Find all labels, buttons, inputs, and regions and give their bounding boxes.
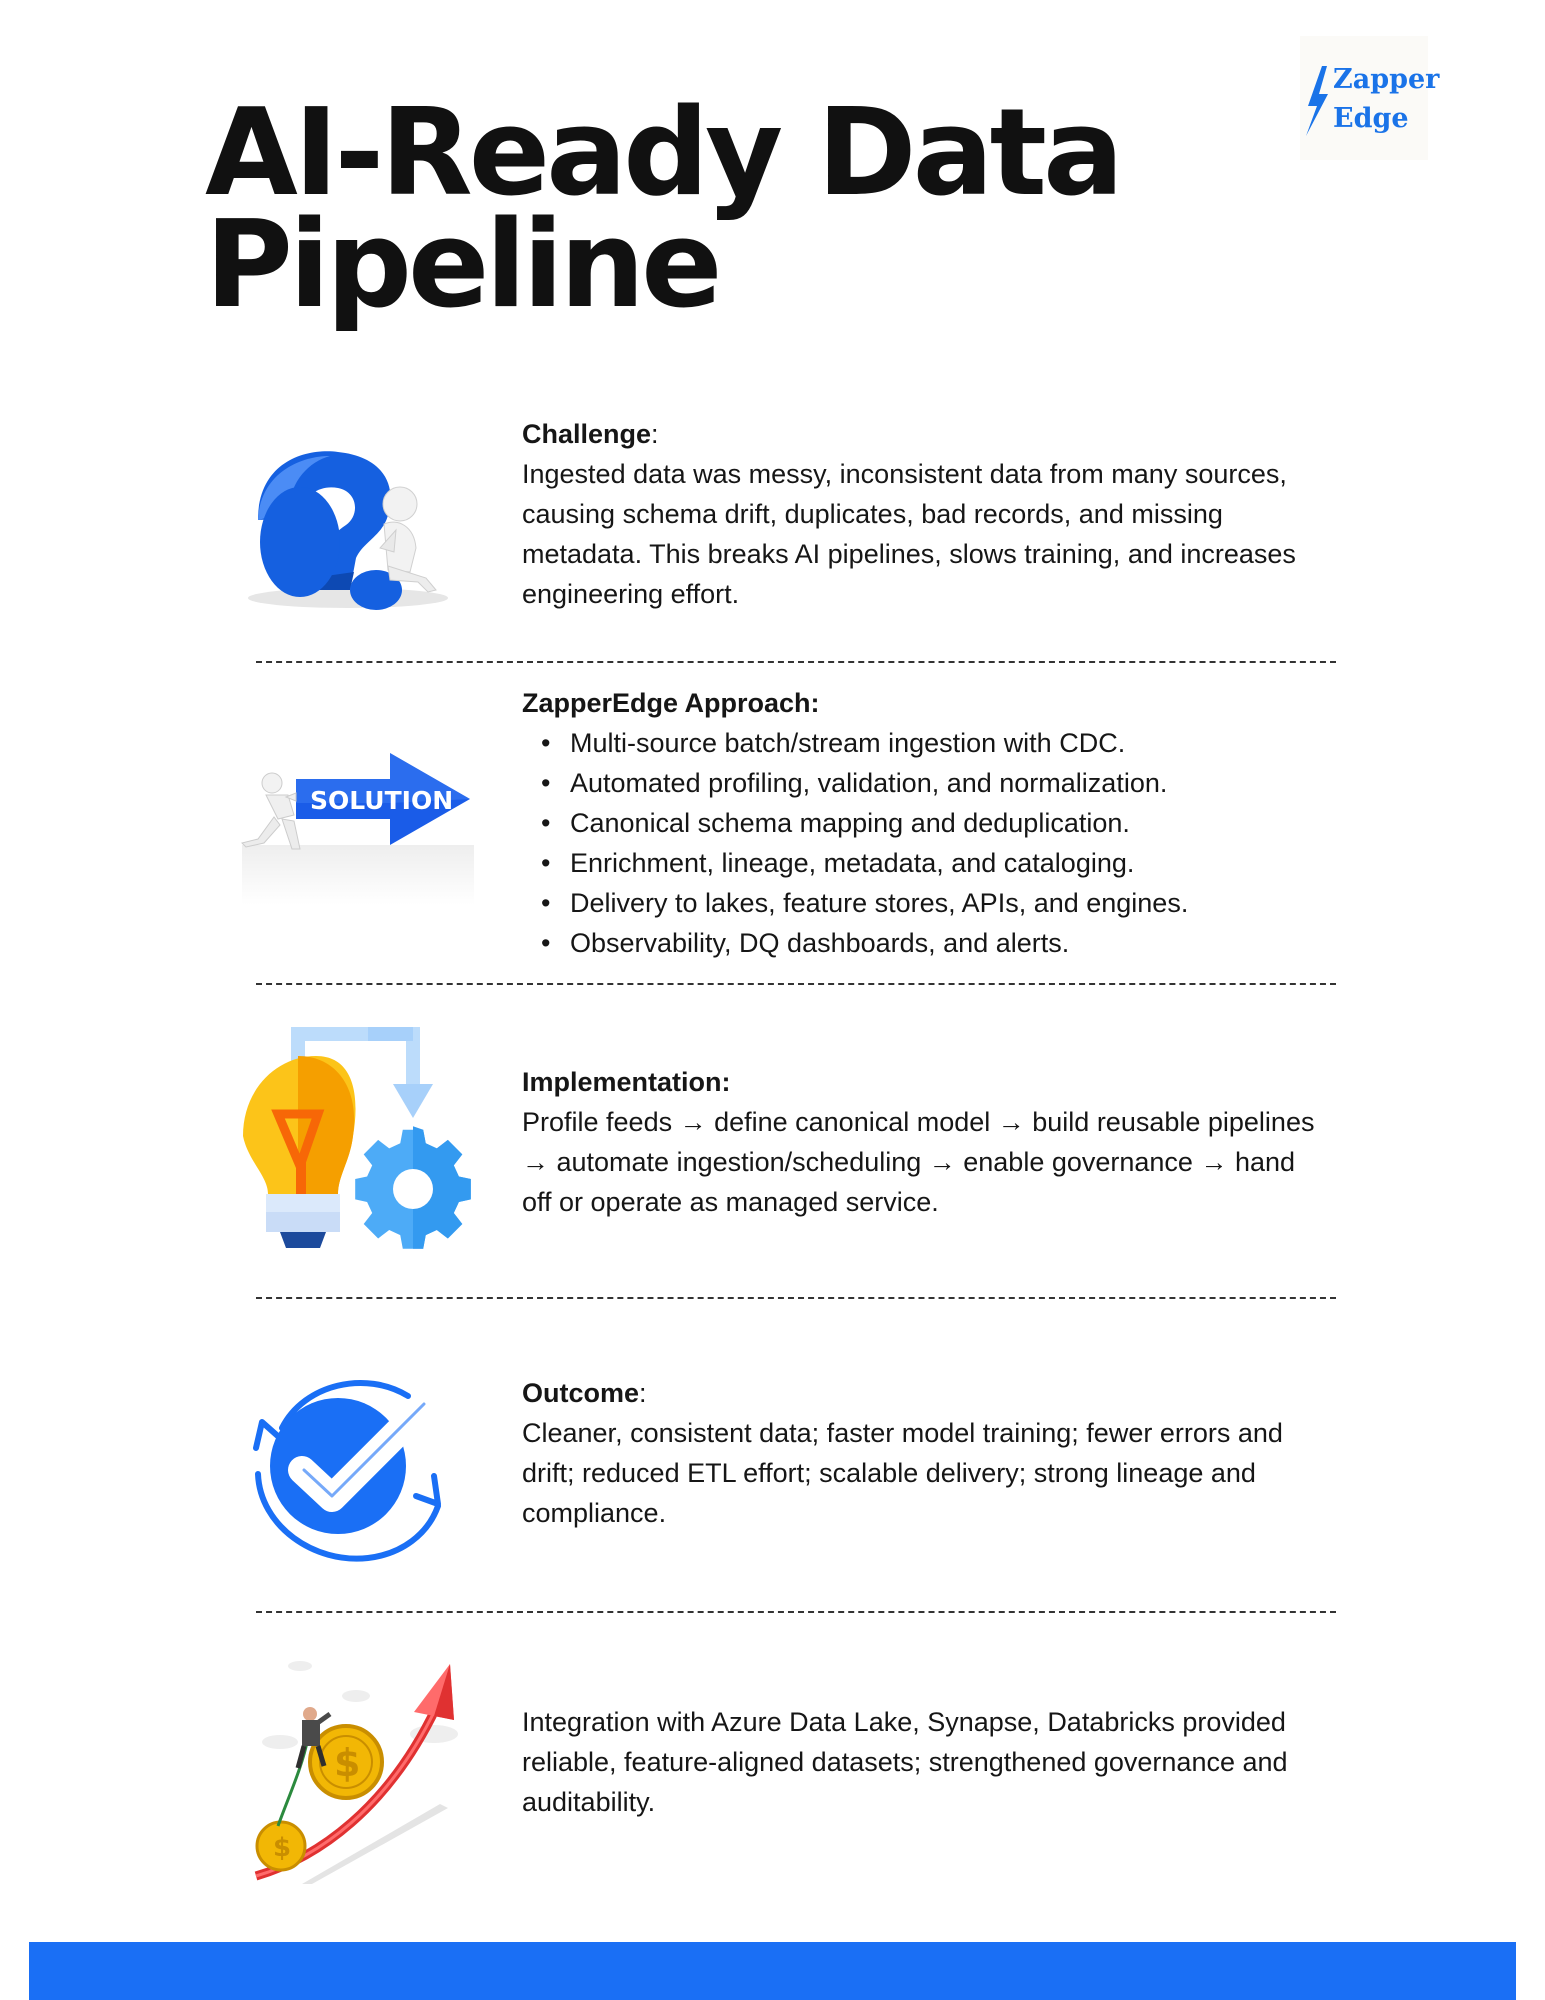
implementation-body: Profile feeds → define canonical model → build reusable pipelines → automate ingestion/scheduling → enable governance → hand off or operate as managed service. xyxy=(522,1107,1315,1217)
approach-text xyxy=(522,683,1322,963)
lightbulb-gear-icon xyxy=(238,1026,478,1256)
challenge-body: Ingested data was messy, inconsistent data from many sources, causing schema drift, duplicates, bad records, and missing metadata. This breaks AI pipelines, slows training, and increases engineering effort. xyxy=(522,459,1296,609)
challenge-text xyxy=(522,414,1322,614)
logo-text-line2: Edge xyxy=(1333,103,1409,134)
checkmark-cycle-icon xyxy=(238,1366,478,1566)
section-divider xyxy=(256,983,1336,985)
integration-body: Integration with Azure Data Lake, Synapse, Databricks provided reliable, feature-aligned datasets; strengthened governance and auditability. xyxy=(522,1707,1288,1817)
solution-arrow-icon xyxy=(238,753,478,913)
approach-list-item: • Automated profiling, validation, and normalization. xyxy=(522,763,1322,803)
integration-text xyxy=(522,1702,1322,1822)
implementation-text xyxy=(522,1062,1322,1222)
section-divider xyxy=(256,1611,1336,1613)
solution-arrow-label: SOLUTION xyxy=(310,786,454,815)
approach-heading: ZapperEdge Approach: xyxy=(522,688,820,718)
zapperedge-logo xyxy=(1300,36,1440,160)
approach-list-item: • Enrichment, lineage, metadata, and cataloging. xyxy=(522,843,1322,883)
outcome-heading-colon: : xyxy=(639,1378,647,1408)
outcome-body: Cleaner, consistent data; faster model training; fewer errors and drift; reduced ETL effort; scalable delivery; strong lineage and compliance. xyxy=(522,1418,1283,1528)
svg-text:$: $ xyxy=(334,1741,361,1785)
implementation-heading: Implementation: xyxy=(522,1067,731,1097)
outcome-text xyxy=(522,1373,1322,1533)
challenge-heading-colon: : xyxy=(651,419,659,449)
growth-coins-icon xyxy=(238,1658,478,1890)
approach-list-item: • Observability, DQ dashboards, and alerts. xyxy=(522,923,1322,963)
logo-text-line1: Zapper xyxy=(1333,64,1440,95)
lightning-bolt-icon xyxy=(1300,36,1428,160)
approach-list-item: • Multi-source batch/stream ingestion with CDC. xyxy=(522,723,1322,763)
question-mark-thinker-icon xyxy=(238,430,478,610)
section-divider xyxy=(256,1297,1336,1299)
approach-list xyxy=(522,723,1322,963)
outcome-heading: Outcome xyxy=(522,1378,640,1408)
footer-bar xyxy=(29,1942,1516,2000)
challenge-heading: Challenge xyxy=(522,419,652,449)
section-divider xyxy=(256,661,1336,663)
page-title-line2: Pipeline xyxy=(205,196,719,335)
approach-list-item: • Canonical schema mapping and deduplication. xyxy=(522,803,1322,843)
approach-list-item: • Delivery to lakes, feature stores, APIs, and engines. xyxy=(522,883,1322,923)
page-title xyxy=(205,84,1120,335)
page-title-line1: AI-Ready Data xyxy=(205,84,1120,223)
svg-text:$: $ xyxy=(273,1833,292,1863)
